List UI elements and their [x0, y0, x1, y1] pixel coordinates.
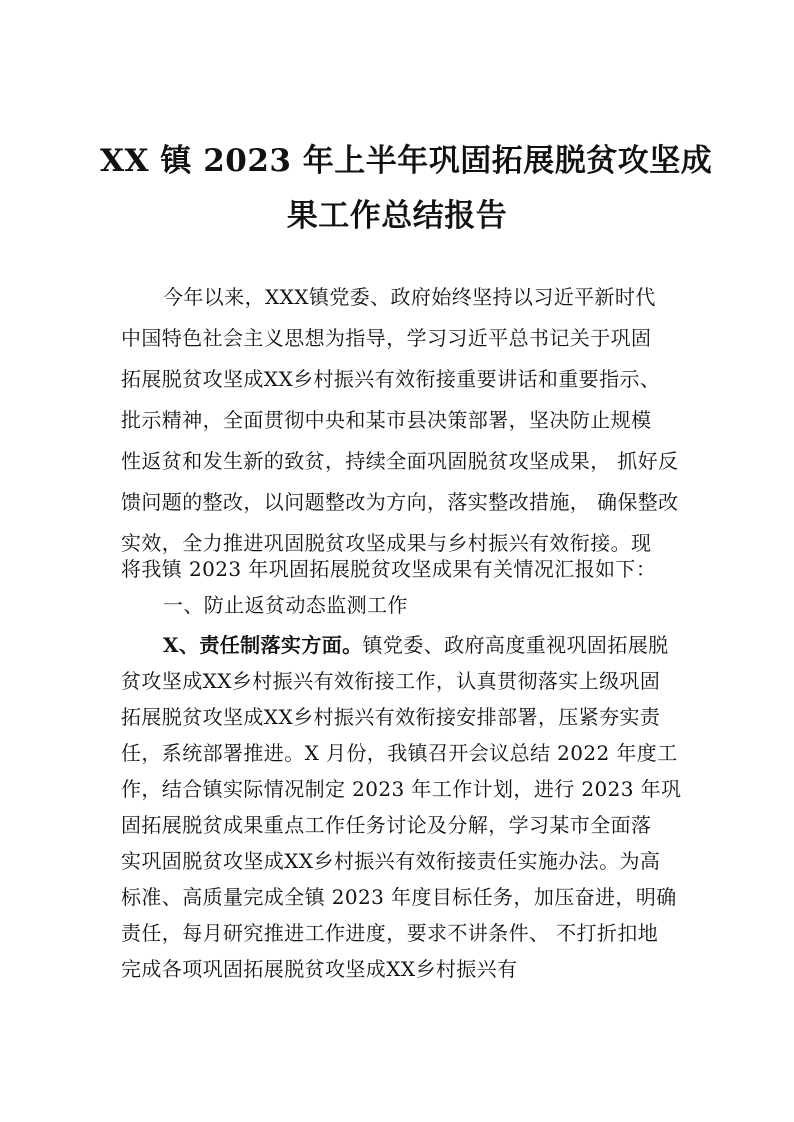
paragraph-line: 拓展脱贫攻坚成XX乡村振兴有效衔接安排部署，压紧夯实责	[121, 705, 661, 729]
paragraph-line: 标准、高质量完成全镇 2023 年度目标任务，加压奋进，明确	[121, 885, 677, 909]
intro-line: 实效，全力推进巩固脱贫攻坚成果与乡村振兴有效衔接。现	[121, 531, 652, 555]
intro-line: 性返贫和发生新的致贫，持续全面巩固脱贫攻坚成果， 抓好反	[121, 449, 679, 473]
paragraph-line: 任，系统部署推进。X 月份，我镇召开会议总结 2022 年度工	[121, 741, 678, 765]
intro-line: 拓展脱贫攻坚成XX乡村振兴有效衔接重要讲话和重要指示、	[121, 367, 661, 391]
intro-line: 将我镇 2023 年巩固拓展脱贫攻坚成果有关情况汇报如下：	[121, 557, 657, 581]
paragraph-first-line	[163, 632, 669, 658]
paragraph-line: 贫攻坚成XX乡村振兴有效衔接工作，认真贯彻落实上级巩固	[121, 669, 661, 693]
intro-line: 馈问题的整改，以问题整改为方向，落实整改措施， 确保整改	[121, 490, 679, 514]
paragraph-line: 完成各项巩固拓展脱贫攻坚成XX乡村振兴有	[121, 957, 518, 981]
document-title-line-2: 果工作总结报告	[286, 198, 508, 234]
paragraph-lead-bold: X、责任制落实方面。	[163, 633, 363, 657]
paragraph-line: 责任，每月研究推进工作进度，要求不讲条件、 不打折扣地	[121, 921, 659, 945]
paragraph-line: 固拓展脱贫成果重点工作任务讨论及分解，学习某市全面落	[121, 813, 652, 837]
document-title-line-1: XX 镇 2023 年上半年巩固拓展脱贫攻坚成	[100, 143, 713, 179]
section-heading: 一、防止返贫动态监测工作	[163, 593, 408, 617]
paragraph-line: 作，结合镇实际情况制定 2023 年工作计划，进行 2023 年巩	[121, 777, 682, 801]
intro-line: 今年以来，XXX镇党委、政府始终坚持以习近平新时代	[163, 285, 656, 309]
paragraph-lead-rest: 镇党委、政府高度重视巩固拓展脱	[362, 633, 669, 657]
intro-line: 批示精神，全面贯彻中央和某市县决策部署，坚决防止规模	[121, 408, 652, 432]
intro-line: 中国特色社会主义思想为指导，学习习近平总书记关于巩固	[121, 326, 652, 350]
paragraph-line: 实巩固脱贫攻坚成XX乡村振兴有效衔接责任实施办法。为高	[121, 849, 661, 873]
